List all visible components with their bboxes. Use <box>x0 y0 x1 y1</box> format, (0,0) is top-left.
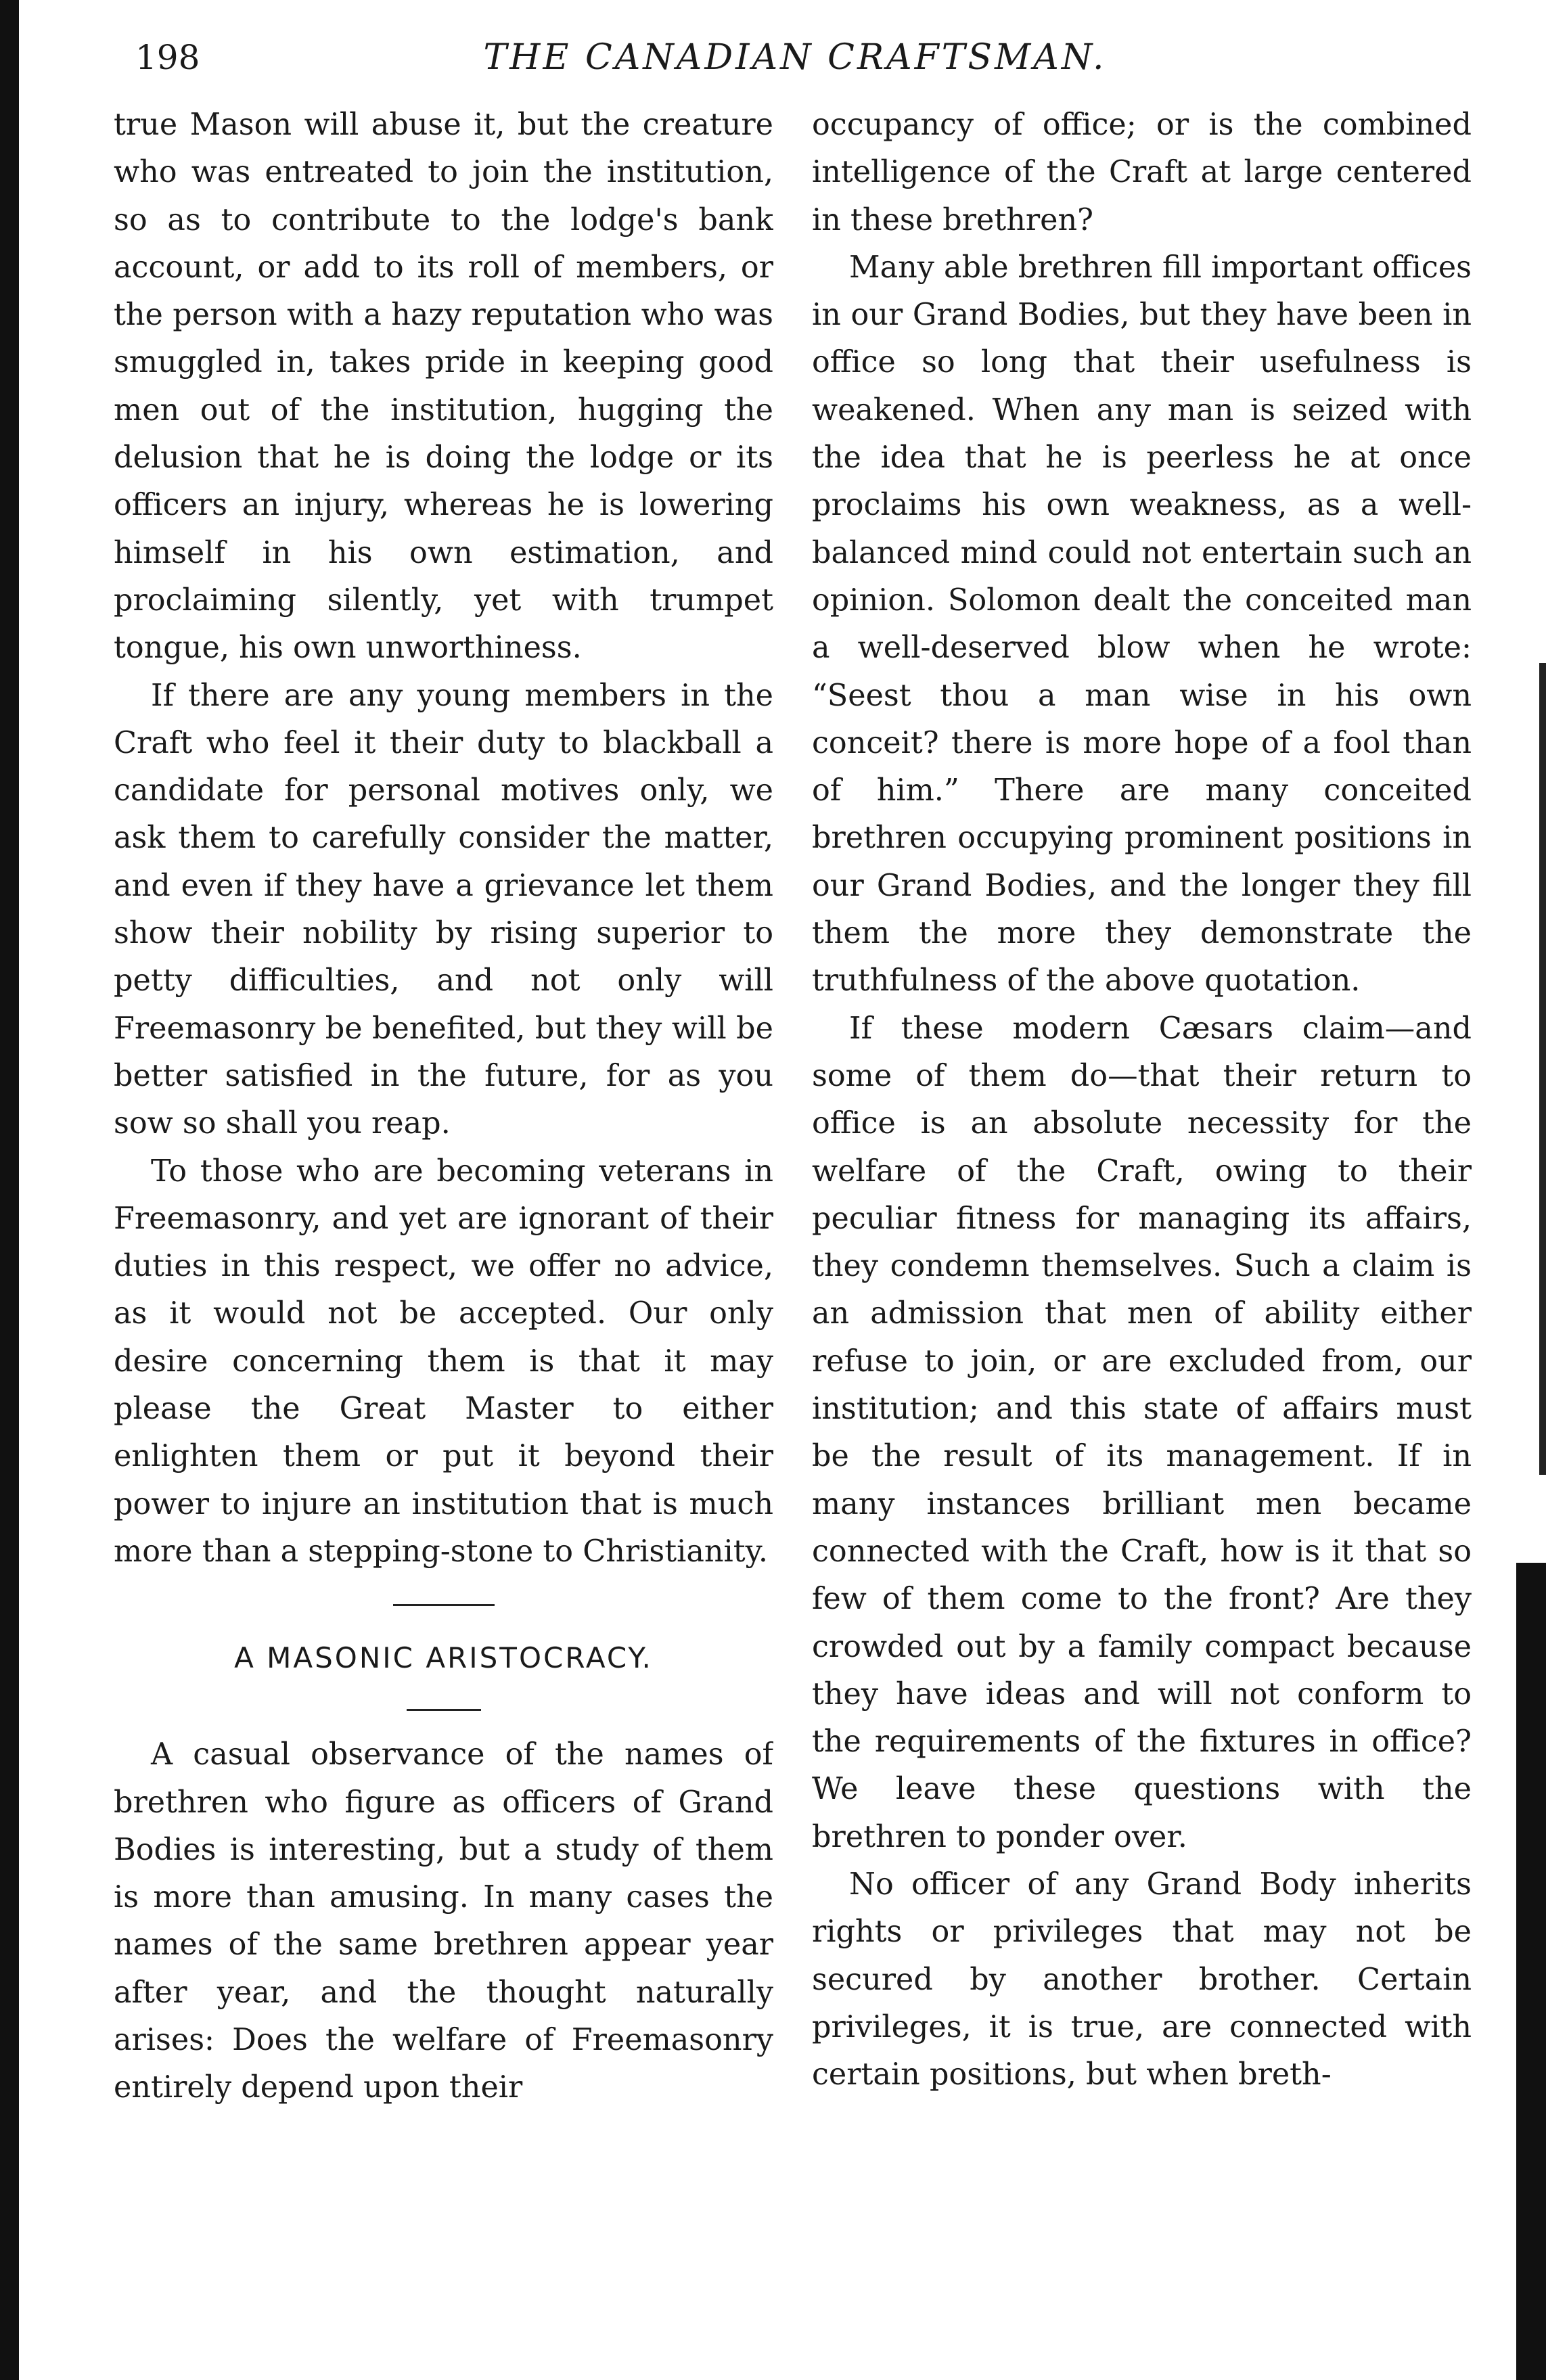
page-number: 198 <box>135 38 200 77</box>
page-header <box>135 27 1455 88</box>
page-scan-edge-right-upper <box>1539 663 1546 1475</box>
right-column <box>812 101 1472 2361</box>
page-scan-edge-left <box>0 0 19 2380</box>
left-column <box>114 101 773 2361</box>
left-paragraph-3: To those who are becoming veterans in Freemasonry, and yet are ignorant of their duties in this respect, we offer no advice, as it would not be accepted. Our only desire concerning them is that it may please the Great Master to either enlighten them or put it beyond their power to injure an institution that is much more than a stepping-stone to Christianity. <box>114 1153 773 1569</box>
section-heading: A MASONIC ARISTOCRACY. <box>234 1641 653 1675</box>
left-paragraph-4: A casual observance of the names of brethren who figure as officers of Grand Bodies is interesting, but a study of them is more than amusing. In many cases the names of the same brethren appear year after year, and the thought naturally arises: Does the welfare of Freemasonry entirely depend upon their <box>114 1737 773 2105</box>
page-scan-edge-right <box>1516 1563 1546 2380</box>
left-paragraph-1: true Mason will abuse it, but the creature who was entreated to join the institution, so as to contribute to the lodge's bank account, or add to its roll of members, or the person with a hazy reputation who was smuggled in, takes pride in keeping good men out of the institution, hugging the delusion that he is doing the lodge or its officers an injury, whereas he is lowering himself in his own estimation, and proclaiming silently, yet with trumpet tongue, his own unworthiness. <box>114 108 773 666</box>
section-divider-bottom <box>407 1709 481 1711</box>
right-paragraph-3: If these modern Cæsars claim—and some of them do—that their return to office is an absolute necessity for the welfare of the Craft, owing to their peculiar fitness for managing its affairs, they condemn themselves. Such a claim is an admission that men of ability either refuse to join, or are excluded from, our institution; and this state of affairs must be the result of its management. If in many instances brilliant men became connected with the Craft, how is it that so few of them come to the front? Are they crowded out by a family compact because they have ideas and will not conform to the requirements of the fixtures in office? We leave these questions with the brethren to ponder over. <box>812 1011 1472 1854</box>
right-paragraph-4: No officer of any Grand Body inherits rights or privileges that may not be secured by another brother. Certain privileges, it is true, are connected with certain positions, but when breth- <box>812 1867 1472 2092</box>
section-divider-top <box>393 1604 495 1606</box>
right-paragraph-2: Many able brethren fill important offices in our Grand Bodies, but they have been in office so long that their usefulness is weakened. When any man is seized with the idea that he is peerless he at once proclaims his own weakness, as a well-balanced mind could not entertain such an opinion. Solomon dealt the conceited man a well-deserved blow when he wrote: “Seest thou a man wise in his own conceit? there is more hope of a fool than of him.” There are many conceited brethren occupying prominent positions in our Grand Bodies, and the longer they fill them the more they demonstrate the truthfulness of the above quotation. <box>812 250 1472 999</box>
right-paragraph-1: occupancy of office; or is the combined intelligence of the Craft at large centered in these brethren? <box>812 108 1472 237</box>
running-title: THE CANADIAN CRAFTSMAN. <box>483 37 1107 78</box>
left-paragraph-2: If there are any young members in the Craft who feel it their duty to blackball a candidate for personal motives only, we ask them to carefully consider the matter, and even if they have a grievance let them show their nobility by rising superior to petty difficulties, and not only will Freemasonry be benefited, but they will be better satisfied in the future, for as you sow so shall you reap. <box>114 678 773 1141</box>
